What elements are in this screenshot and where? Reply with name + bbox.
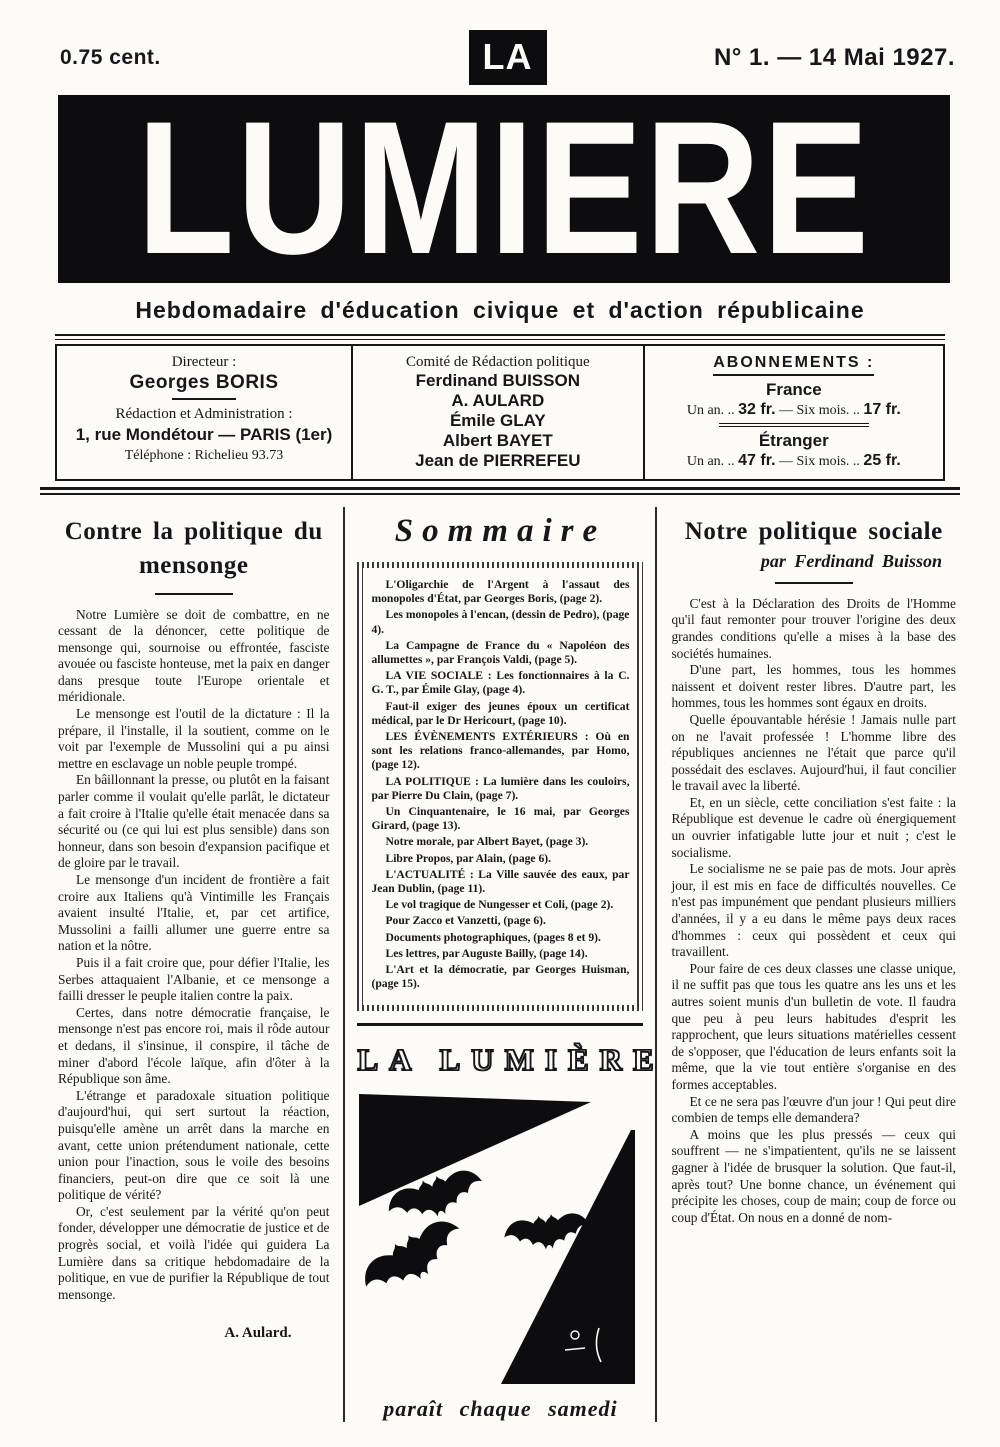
bats-illustration [359, 1088, 641, 1388]
foreign-rates [651, 452, 937, 470]
issue-date: N° 1. — 14 Mai 1927. [713, 43, 955, 71]
director-box [55, 344, 353, 481]
article-paragraph: En bâillonnant la presse, ou plutôt en la faisant parler comme il voulait qu'elle parlât, le dictateur a fait croire à l'Italie qu'elle était menacée dans sa sécurité ou (ce qui lui est plus sensible) dans son honneur, dans son besoin d'expansion pacifique et de gloire par le travail. [58, 772, 330, 871]
director-name: Georges BORIS [129, 372, 279, 393]
beam-triangle-top-left [359, 1094, 591, 1206]
subscriptions-label: ABONNEMENTS : [713, 354, 874, 376]
article-paragraph: C'est à la Déclaration des Droits de l'Homme qu'il faut remonter pour trouver l'origine des deux grandes conditions qu'elle a mises à la base des sociétés humaines. [671, 595, 956, 661]
sommaire-item: LES ÉVÈNEMENTS EXTÉRIEURS : Où en sont les relations franco-allemandes, par Homo, (page 12). [371, 730, 630, 772]
committee-member: Émile GLAY [449, 411, 546, 430]
sommaire-item: Pour Zacco et Vanzetti, (page 6). [385, 914, 546, 928]
divider [155, 593, 233, 595]
info-bar [55, 344, 945, 481]
foreign-six-label: — Six mois. .. [779, 454, 860, 469]
article-paragraph: Certes, dans notre démocratie française, le mensonge n'est pas encore roi, mais il rôde autour et dedans, il s'insinue, il conspire, il tâche de miner d'abord l'école laïque, afin d'ôter à la République son âme. [58, 1004, 330, 1087]
sommaire-item: L'Art et la démocratie, par Georges Huisman, (page 15). [371, 963, 630, 991]
right-article-title: Notre politique sociale [684, 518, 943, 545]
address: 1, rue Mondétour — PARIS (1er) [75, 425, 333, 444]
divider-heavy-rule [40, 487, 960, 495]
bat-icon [359, 1211, 471, 1306]
foreign-year-label: Un an. .. [686, 454, 735, 469]
committee-members [359, 371, 637, 471]
committee-member: Albert BAYET [442, 431, 553, 450]
article-paragraph: D'une part, les hommes, tous les hommes naissent et doivent rester libres. D'autre part, les hommes, tous les hommes sont égaux en droits. [671, 662, 956, 711]
sommaire-item: L'ACTUALITÉ : La Ville sauvée des eaux, par Jean Dublin, (page 11). [371, 867, 630, 896]
sommaire-item: LA POLITIQUE : La lumière dans les couloirs, par Pierre Du Clain, (page 7). [371, 774, 630, 802]
france-rates [651, 401, 937, 419]
france-six-label: — Six mois. .. [779, 403, 860, 418]
masthead-banner [58, 95, 950, 283]
article-paragraph: Le mensonge d'un incident de frontière a fait croire aux Italiens qu'à Vintimille les Français avaient insulté l'Italie, et, par cet artifice, Mussolini a failli allumer une guerre entre sa nation et la nôtre. [58, 872, 330, 954]
foreign-label: Étranger [758, 431, 829, 450]
masthead-title: LUMIERE [136, 95, 872, 283]
article-paragraph: Pour faire de ces deux classes une classe unique, il ne suffit pas que tous les quatre ans les uns et les autres soient munis d'un bulletin de vote. Il faudra que peu à peu leurs habitudes d'esprit les rapprochent, que leurs situations matérielles cessent de s'opposer, que l'éducation de leurs enfants soit la même, que la vie tout entière s'organise en des formes acceptables. [671, 960, 956, 1092]
divider [172, 398, 236, 400]
committee-member: Jean de PIERREFEU [415, 451, 581, 470]
left-article [40, 507, 343, 1422]
sommaire-item: Faut-il exiger des jeunes époux un certificat médical, par le Dr Hericourt, (page 10). [371, 699, 630, 727]
article-paragraph: L'étrange et paradoxale situation politique d'aujourd'hui, qui sert surtout la réaction, puisqu'elle amène un arrêt dans la marche en avant, cette union prétendument nationale, cette union pour l'inaction, sous le voile des besoins financiers, peut-on dire que ce soit là une politique de vérité? [58, 1087, 330, 1203]
foreign-year-price: 47 fr. [738, 452, 776, 469]
foreign-six-price: 25 fr. [863, 452, 901, 469]
right-article-byline: par Ferdinand Buisson [760, 550, 942, 571]
france-year-price: 32 fr. [738, 401, 776, 418]
sommaire-item: Libre Propos, par Alain, (page 6). [385, 851, 552, 865]
promo-tagline: paraît chaque samedi [383, 1396, 618, 1422]
right-article [657, 507, 960, 1422]
promo-block [357, 1023, 665, 1422]
article-paragraph: Or, c'est seulement par la vérité qu'on peut fonder, développer une démocratie de justice et de progrès social, et voilà l'idée qui guidera La Lumière dans sa critique hebdomadaire de la politique, en vue de purifier la République de tout mensonge. [58, 1203, 330, 1302]
beam-triangle-bottom-right [501, 1130, 635, 1384]
sommaire-item: Le vol tragique de Nungesser et Coli, (page 2). [385, 898, 614, 912]
right-article-body [671, 596, 956, 1227]
article-paragraph: Notre Lumière se doit de combattre, en ne cessant de la dénoncer, cette politique de mensonge qui, sournoise ou effrontée, fasciste avouée ou fasciste honteuse, met la paix en danger dans presque toute l'Europe orientale et méridionale. [58, 606, 330, 705]
committee-box [351, 344, 645, 481]
article-paragraph: Et ce ne sera pas l'œuvre d'un jour ! Qui peut dire combien de temps elle demandera? [671, 1093, 956, 1126]
newspaper-subtitle: Hebdomadaire d'éducation civique et d'action républicaine [135, 297, 865, 323]
masthead-la-box: LA [469, 30, 547, 85]
article-paragraph: Et, en un siècle, cette conciliation s'est faite : la République est devenue le cadre où énergiquement un ouvrier infatigable lutte jour et nuit ; c'est le socialisme. [671, 794, 956, 860]
admin-label: Rédaction et Administration : [115, 406, 293, 422]
article-paragraph: Puis il a fait croire que, pour défier l'Italie, les Serbes attaquaient l'Albanie, et ce mensonge a failli dresser le peuple italien contre la paix. [58, 954, 330, 1004]
france-year-label: Un an. .. [686, 403, 735, 418]
left-article-title: Contre la politique du mensonge [64, 518, 323, 579]
committee-member: A. AULARD [451, 391, 545, 410]
divider [719, 423, 869, 427]
price-label: 0.75 cent. [60, 45, 161, 69]
committee-member: Ferdinand BUISSON [415, 371, 580, 390]
promo-title: LA LUMIÈRE [357, 1042, 665, 1078]
left-article-body [58, 607, 329, 1304]
france-label: France [765, 380, 822, 399]
article-paragraph: Le socialisme ne se paie pas de mots. Jour après jour, il est mis en face de difficultés nouvelles. Ce n'est pas impunément que pendant plusieurs milliers d'années, il y a eu dans le même pays deux races d'hommes : ceux qui possèdent et ceux qui travaillent. [671, 861, 956, 960]
divider [775, 582, 853, 584]
top-bar [0, 0, 1000, 89]
phone: Téléphone : Richelieu 93.73 [124, 448, 284, 463]
article-paragraph: Quelle épouvantable hérésie ! Jamais nulle part on ne l'avait professée ! L'homme libre des républiques anciennes ne l'était que parce qu'il possédait des esclaves. Aujourd'hui, il faut concilier le travail avec la liberté. [671, 711, 956, 794]
sommaire-item: La Campagne de France du « Napoléon des allumettes », par François Valdi, (page 5). [371, 638, 630, 667]
article-paragraph: A moins que les plus pressés — ceux qui souffrent — ne s'impatientent, qu'ils ne se laissent gagner à l'idée de brusquer la solution. Que faut-il, après tout? Une bonne chance, un événement qui précipite les choses, coup de main; coup de force ou coup d'État. On nous en a donné de nom- [671, 1126, 956, 1225]
sommaire-item: LA VIE SOCIALE : Les fonctionnaires à la C. G. T., par Émile Glay, (page 4). [371, 669, 630, 697]
sommaire-box [357, 562, 643, 1011]
committee-label: Comité de Rédaction politique [405, 354, 590, 370]
sommaire-item: L'Oligarchie de l'Argent à l'assaut des monopoles d'État, par Georges Boris, (page 2). [371, 578, 630, 606]
sommaire-item: Les lettres, par Auguste Bailly, (page 14). [385, 946, 588, 960]
sommaire-item: Les monopoles à l'encan, (dessin de Pedro), (page 4). [371, 608, 630, 636]
left-article-signature: A. Aulard. [224, 1325, 292, 1342]
sommaire-item: Notre morale, par Albert Bayet, (page 3). [385, 835, 589, 849]
sommaire-title: Sommaire [394, 513, 607, 549]
article-paragraph: Le mensonge est l'outil de la dictature : Il la prépare, il l'installe, il la soutient, comme on le voit par l'exemple de Mussolini qui a pu ainsi mettre en esclavage un noble peuple trompé. [58, 706, 330, 771]
middle-column [343, 507, 665, 1422]
director-label: Directeur : [171, 354, 237, 370]
sommaire-item: Documents photographiques, (pages 8 et 9). [385, 930, 601, 944]
divider-double-rule [55, 334, 945, 340]
main-columns [40, 507, 960, 1422]
sommaire-item: Un Cinquantenaire, le 16 mai, par Georges Girard, (page 13). [371, 805, 630, 833]
subscriptions-box [643, 344, 945, 481]
france-six-price: 17 fr. [863, 401, 901, 418]
